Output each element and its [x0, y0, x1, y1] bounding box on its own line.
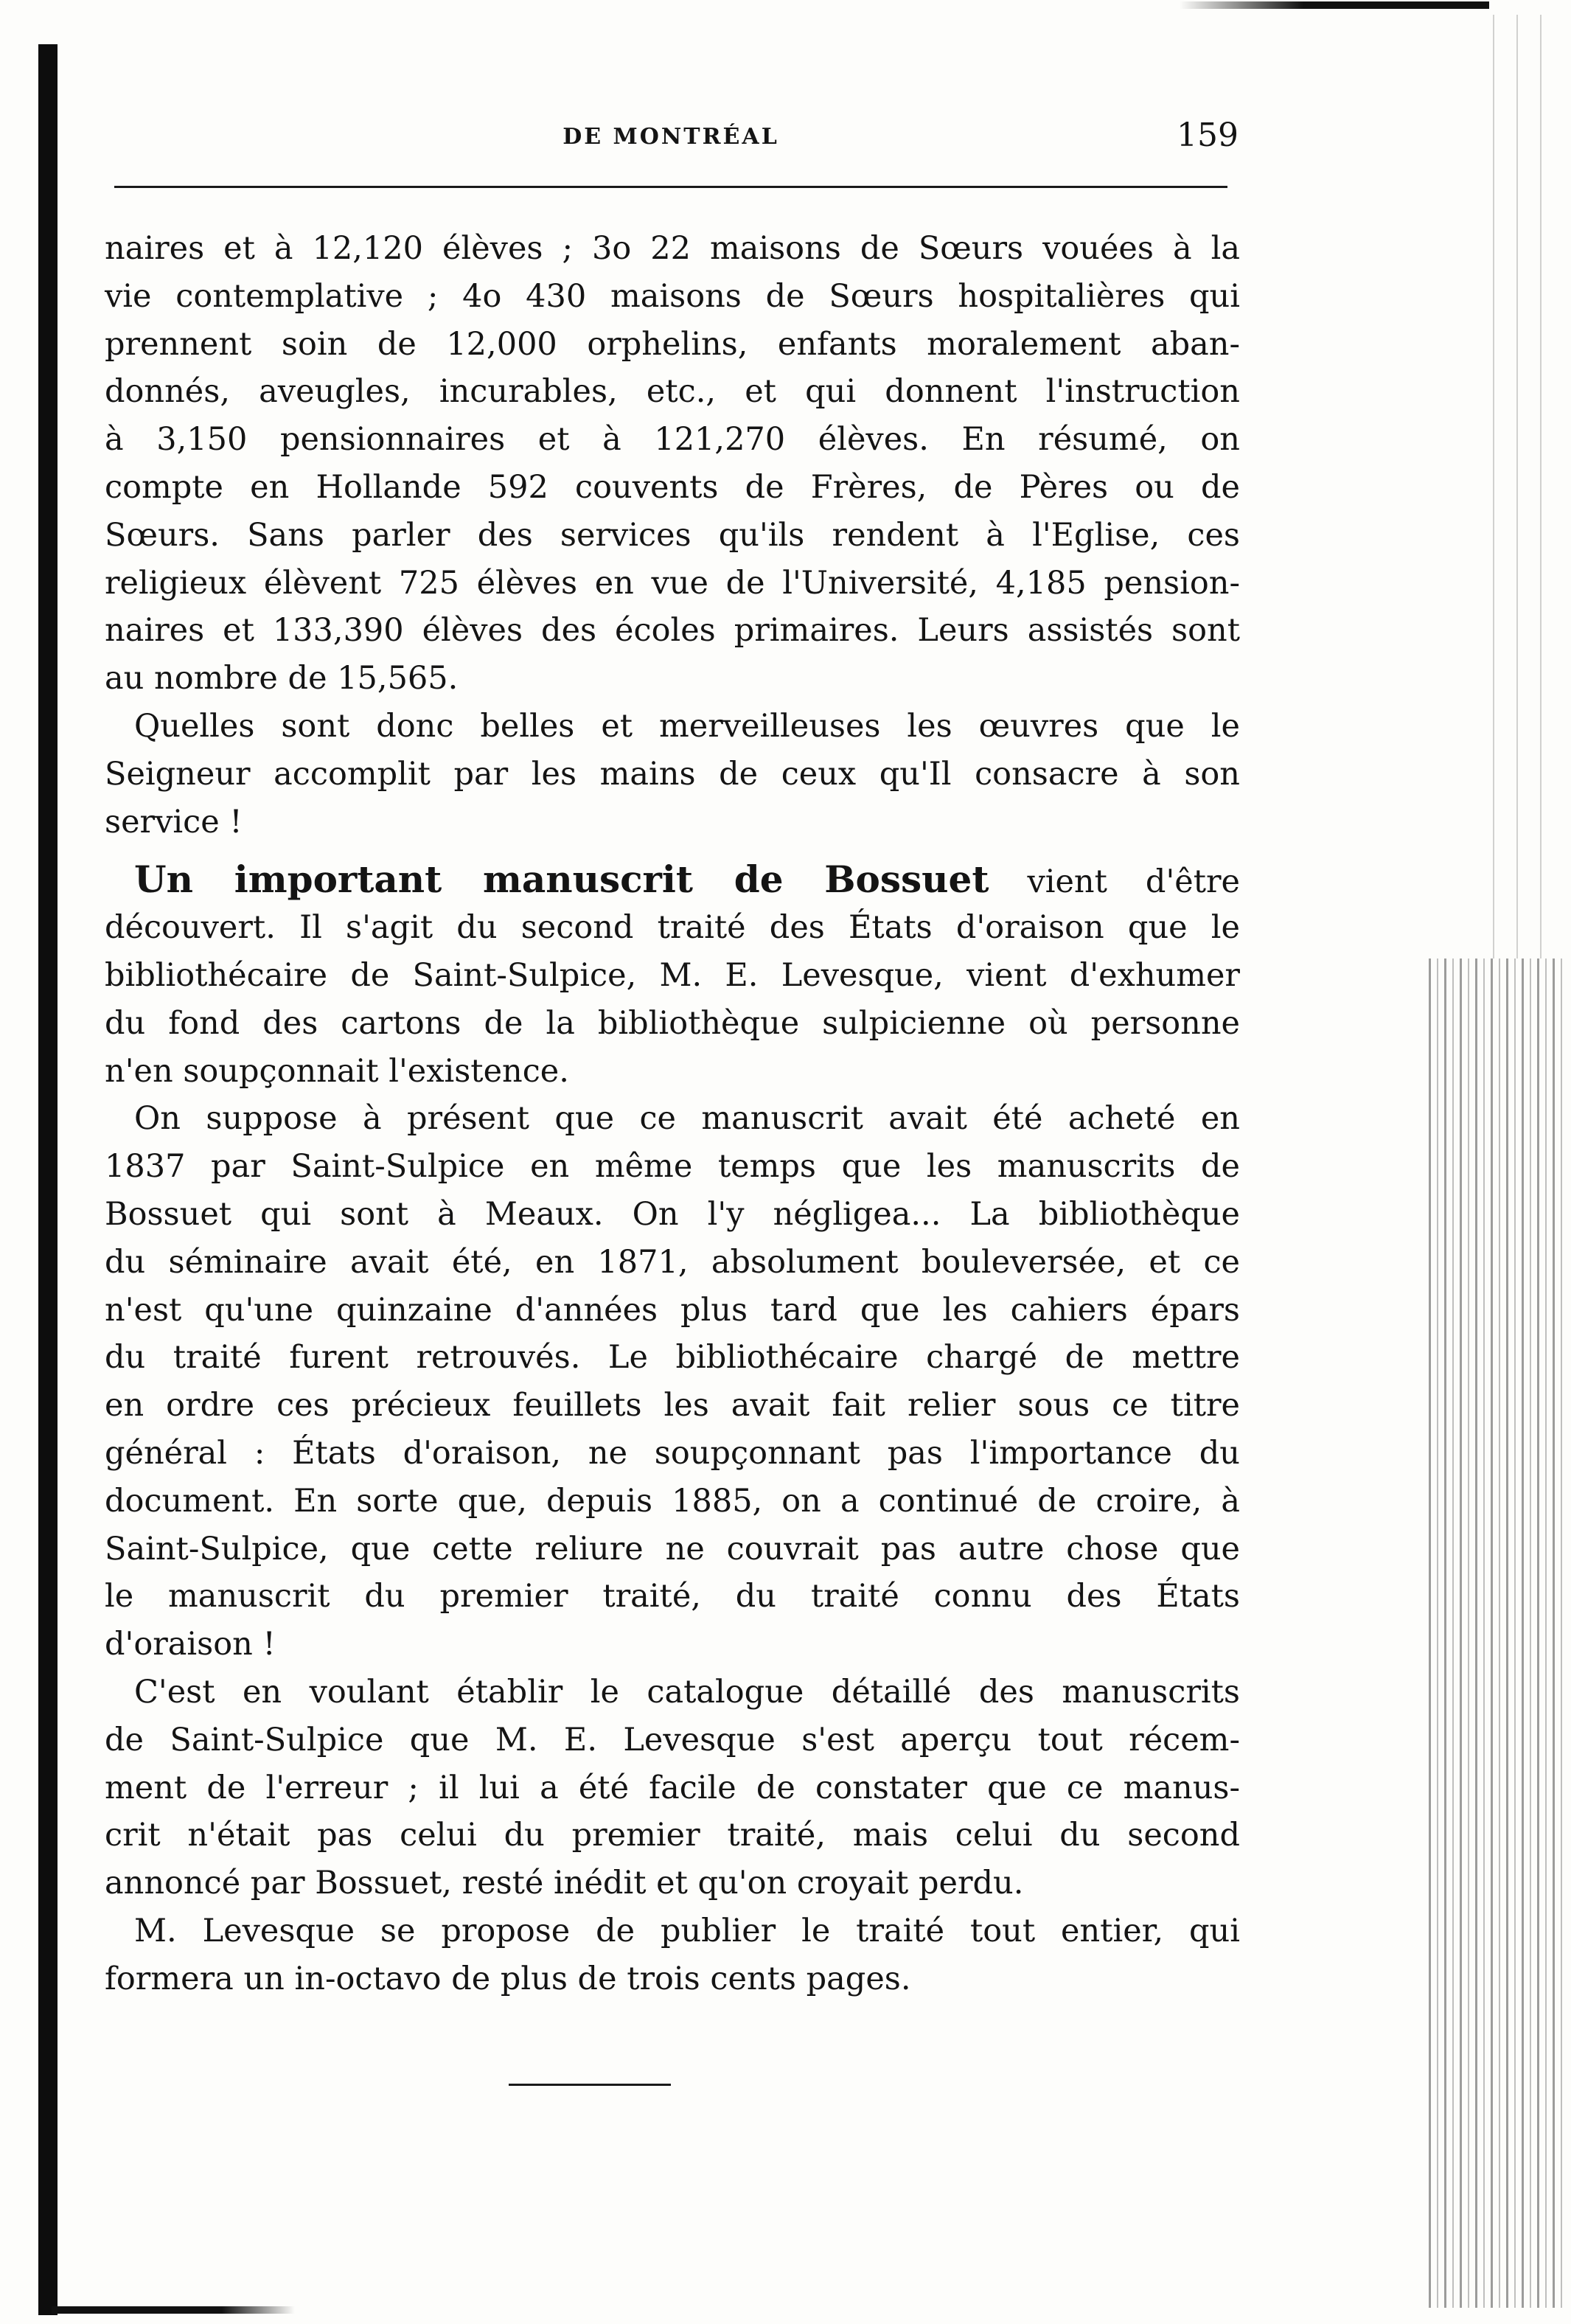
paragraph: [105, 1907, 1240, 2003]
scan-top-edge-mark: [1180, 1, 1489, 9]
text-line: en ordre ces précieux feuillets les avait fait relier sous ce titre: [105, 1387, 1240, 1424]
body-text: [105, 225, 1240, 2003]
lead-in-continuation: vient d'être: [1027, 863, 1240, 901]
text-line: n'est qu'une quinzaine d'années plus tard que les cahiers épars: [105, 1291, 1240, 1329]
paragraph: [105, 1669, 1240, 1907]
text-line: découvert. Il s'agit du second traité des États d'oraison que le: [105, 909, 1240, 947]
text-line: bibliothécaire de Saint-Sulpice, M. E. Levesque, vient d'exhumer: [105, 956, 1240, 994]
text-line: M. Levesque se propose de publier le traité tout entier, qui: [134, 1912, 1240, 1949]
running-header-title: DE MONTRÉAL: [562, 124, 779, 150]
text-line: Quelles sont donc belles et merveilleuses les œuvres que le: [134, 707, 1240, 745]
text-line: donnés, aveugles, incurables, etc., et qui donnent l'instruction: [105, 373, 1240, 411]
text-line: ment de l'erreur ; il lui a été facile de constater que ce manus-: [105, 1769, 1240, 1806]
text-line: Sœurs. Sans parler des services qu'ils rendent à l'Eglise, ces: [105, 516, 1240, 554]
running-header: [103, 116, 1239, 168]
text-line: Saint-Sulpice, que cette reliure ne couvrait pas autre chose que: [105, 1530, 1240, 1568]
text-line: du traité furent retrouvés. Le bibliothécaire chargé de mettre: [105, 1339, 1240, 1377]
section-end-rule: [509, 2084, 671, 2086]
text-line: du fond des cartons de la bibliothèque sulpicienne où personne: [105, 1004, 1240, 1042]
page-number: 159: [1177, 116, 1239, 154]
text-line: Seigneur accomplit par les mains de ceux qu'Il consacre à son: [105, 755, 1240, 793]
text-line: vie contemplative ; 4o 430 maisons de Sœurs hospitalières qui: [105, 277, 1240, 315]
text-line: Bossuet qui sont à Meaux. On l'y négligea... La bibliothèque: [105, 1195, 1240, 1233]
text-line: religieux élèvent 725 élèves en vue de l'Université, 4,185 pension-: [105, 564, 1240, 602]
text-line: général : États d'oraison, ne soupçonnant pas l'importance du: [105, 1434, 1240, 1472]
paragraph: [105, 1095, 1240, 1669]
scan-right-edge-texture: [1423, 959, 1563, 2308]
text-line: compte en Hollande 592 couvents de Frères, de Pères ou de: [105, 468, 1240, 506]
text-line: C'est en voulant établir le catalogue détaillé des manuscrits: [134, 1673, 1240, 1711]
text-line: d'oraison !: [105, 1626, 276, 1663]
paragraph: [105, 703, 1240, 846]
text-line: annoncé par Bossuet, resté inédit et qu'on croyait perdu.: [105, 1865, 1024, 1902]
text-line: de Saint-Sulpice que M. E. Levesque s'est aperçu tout récem-: [105, 1721, 1240, 1758]
scan-right-edge-noise: [1471, 15, 1559, 959]
text-line: [105, 856, 1240, 904]
text-line: à 3,150 pensionnaires et à 121,270 élèves. En résumé, on: [105, 421, 1240, 459]
lead-in-heading: Un important manuscrit de Bossuet: [134, 857, 989, 902]
text-line: formera un in-octavo de plus de trois cents pages.: [105, 1960, 911, 1997]
text-line: n'en soupçonnait l'existence.: [105, 1052, 569, 1090]
paragraph: [105, 225, 1240, 703]
scan-bottom-edge-mark: [52, 2306, 295, 2314]
text-line: document. En sorte que, depuis 1885, on a continué de croire, à: [105, 1482, 1240, 1520]
text-line: service !: [105, 803, 243, 841]
text-line: On suppose à présent que ce manuscrit avait été acheté en: [134, 1100, 1240, 1138]
header-rule: [114, 186, 1227, 188]
text-line: naires et 133,390 élèves des écoles primaires. Leurs assistés sont: [105, 612, 1240, 650]
text-line: du séminaire avait été, en 1871, absolument bouleversée, et ce: [105, 1243, 1240, 1281]
text-line: crit n'était pas celui du premier traité, mais celui du second: [105, 1817, 1240, 1854]
text-line: 1837 par Saint-Sulpice en même temps que les manuscrits de: [105, 1148, 1240, 1186]
text-line: au nombre de 15,565.: [105, 660, 459, 697]
text-line: naires et à 12,120 élèves ; 3o 22 maisons de Sœurs vouées à la: [105, 230, 1240, 267]
text-line: prennent soin de 12,000 orphelins, enfants moralement aban-: [105, 325, 1240, 363]
paragraph: [105, 856, 1240, 1095]
scan-binding-shadow: [38, 44, 58, 2315]
text-line: le manuscrit du premier traité, du traité connu des États: [105, 1578, 1240, 1615]
